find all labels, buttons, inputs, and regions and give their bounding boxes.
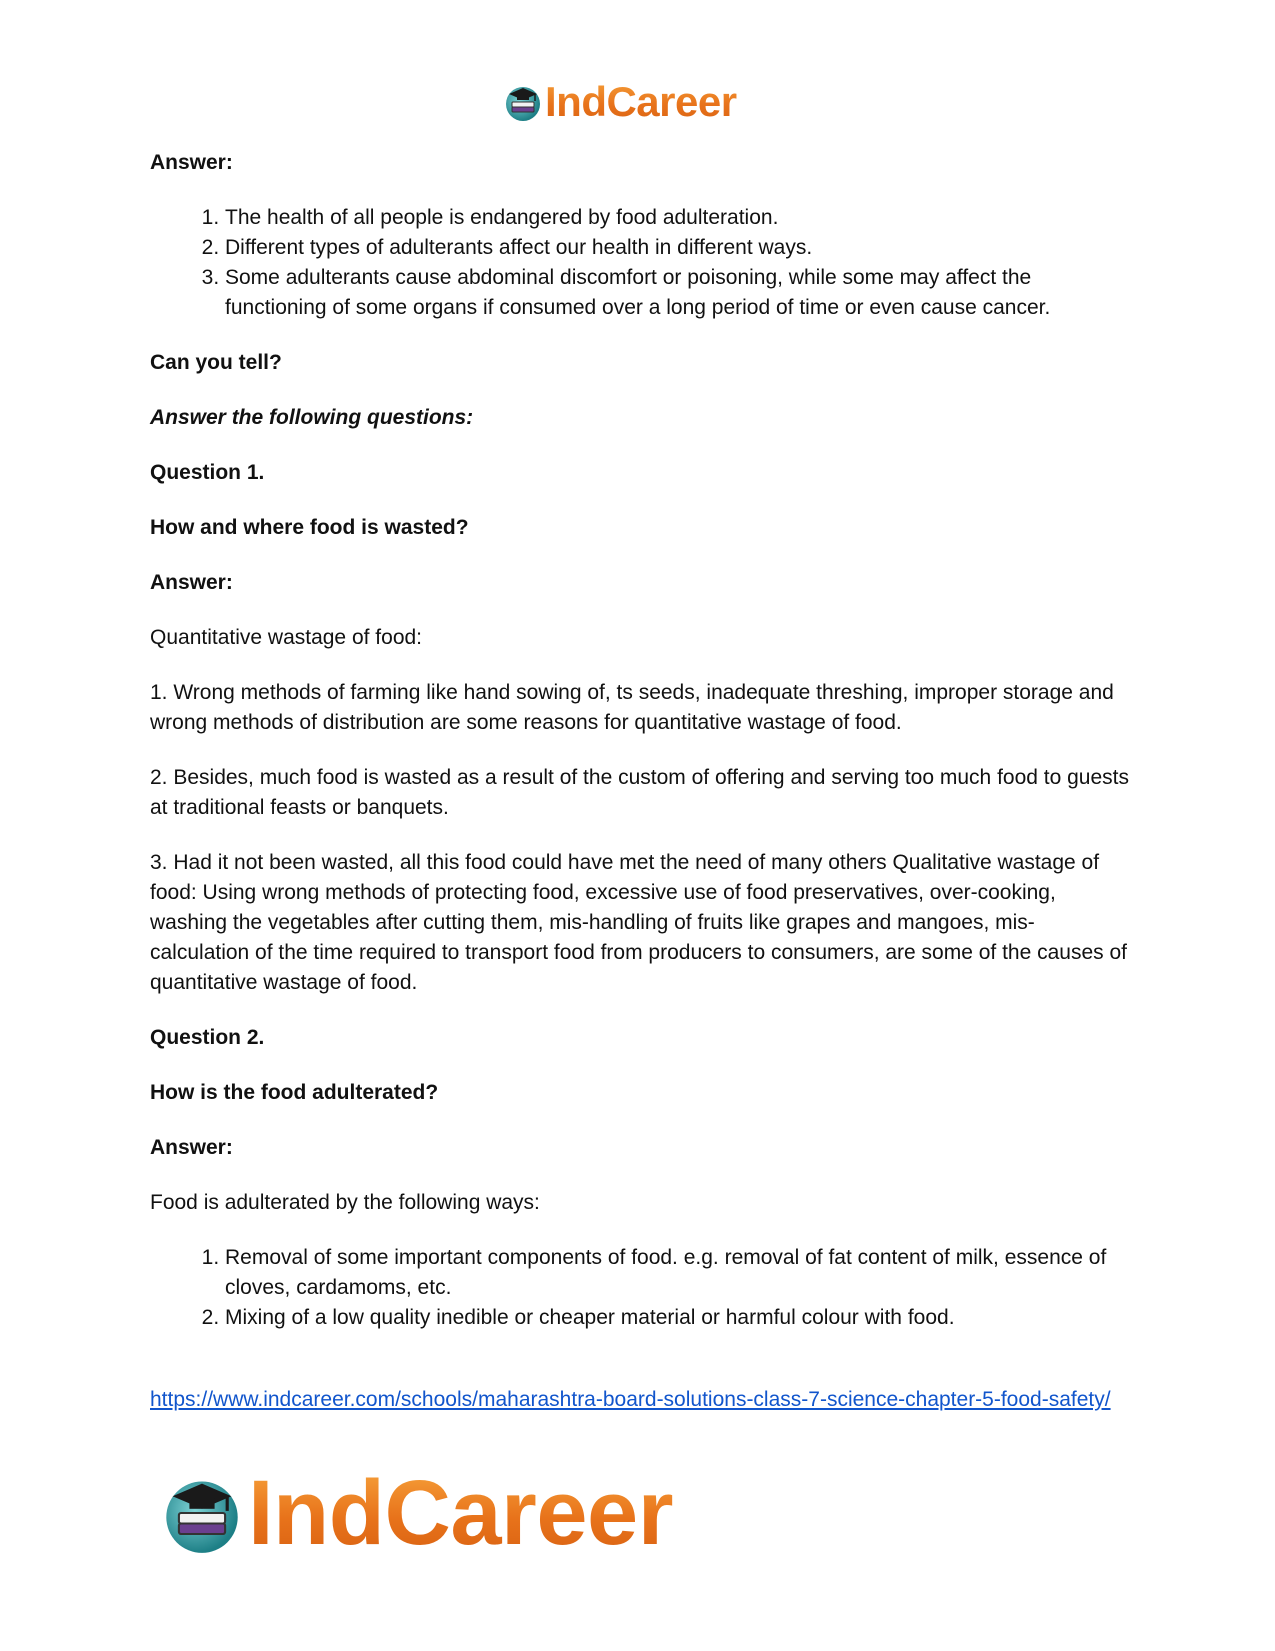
answer-list-1 bbox=[150, 203, 1130, 323]
paragraph: 3. Had it not been wasted, all this food could have met the need of many others Qualitative wastage of food: Using wrong methods of protecting food, excessive use of food preservatives, over-cooking, washing the vegetables after cutting them, mis-handling of fruits like grapes and mangoes, mis-calculation of the time required to transport food from producers to consumers, are some of the causes of quantitative wastage of food. bbox=[150, 851, 1127, 994]
list-item: 3. Some adulterants cause abdominal discomfort or poisoning, while some may affect the functioning of some organs if consumed over a long period of time or even cause cancer. bbox=[225, 263, 1130, 323]
answer-label: Answer: bbox=[150, 571, 233, 594]
question-text: How and where food is wasted? bbox=[150, 516, 469, 539]
logo-wordmark: IndCareer bbox=[248, 1462, 673, 1564]
paragraph: Quantitative wastage of food: bbox=[150, 626, 423, 649]
logo-wordmark: IndCareer bbox=[545, 78, 737, 125]
answer-list-2 bbox=[150, 1243, 1130, 1333]
list-item: 2. Mixing of a low quality inedible or cheaper material or harmful colour with food. bbox=[225, 1303, 1130, 1333]
answer-label: Answer: bbox=[150, 1136, 233, 1159]
instruction-heading: Answer the following questions: bbox=[150, 406, 474, 429]
paragraph: Food is adulterated by the following ways: bbox=[150, 1191, 540, 1214]
section-heading: Can you tell? bbox=[150, 351, 282, 374]
question-label: Question 2. bbox=[150, 1026, 265, 1049]
paragraph: 1. Wrong methods of farming like hand sowing of, ts seeds, inadequate threshing, improper storage and wrong methods of distribution are some reasons for quantitative wastage of food. bbox=[150, 681, 1114, 734]
paragraph: 2. Besides, much food is wasted as a result of the custom of offering and serving too much food to guests at traditional feasts or banquets. bbox=[150, 766, 1129, 819]
globe-graduation-cap-icon bbox=[160, 1471, 244, 1555]
list-item: 1. Removal of some important components of food. e.g. removal of fat content of milk, essence of cloves, cardamoms, etc. bbox=[225, 1243, 1130, 1303]
indcareer-logo-footer bbox=[160, 1462, 673, 1564]
indcareer-logo-header bbox=[503, 80, 737, 124]
question-label: Question 1. bbox=[150, 461, 265, 484]
answer-label: Answer: bbox=[150, 151, 233, 174]
globe-graduation-cap-icon bbox=[503, 82, 543, 122]
question-text: How is the food adulterated? bbox=[150, 1081, 439, 1104]
source-link-block bbox=[150, 1382, 1130, 1418]
list-item: 2. Different types of adulterants affect our health in different ways. bbox=[225, 233, 1130, 263]
source-link[interactable]: https://www.indcareer.com/schools/maharashtra-board-solutions-class-7-science-chapter-5-food-safety/ bbox=[150, 1388, 1111, 1411]
list-item: 1. The health of all people is endangered by food adulteration. bbox=[225, 203, 1130, 233]
main-content bbox=[150, 148, 1130, 1358]
